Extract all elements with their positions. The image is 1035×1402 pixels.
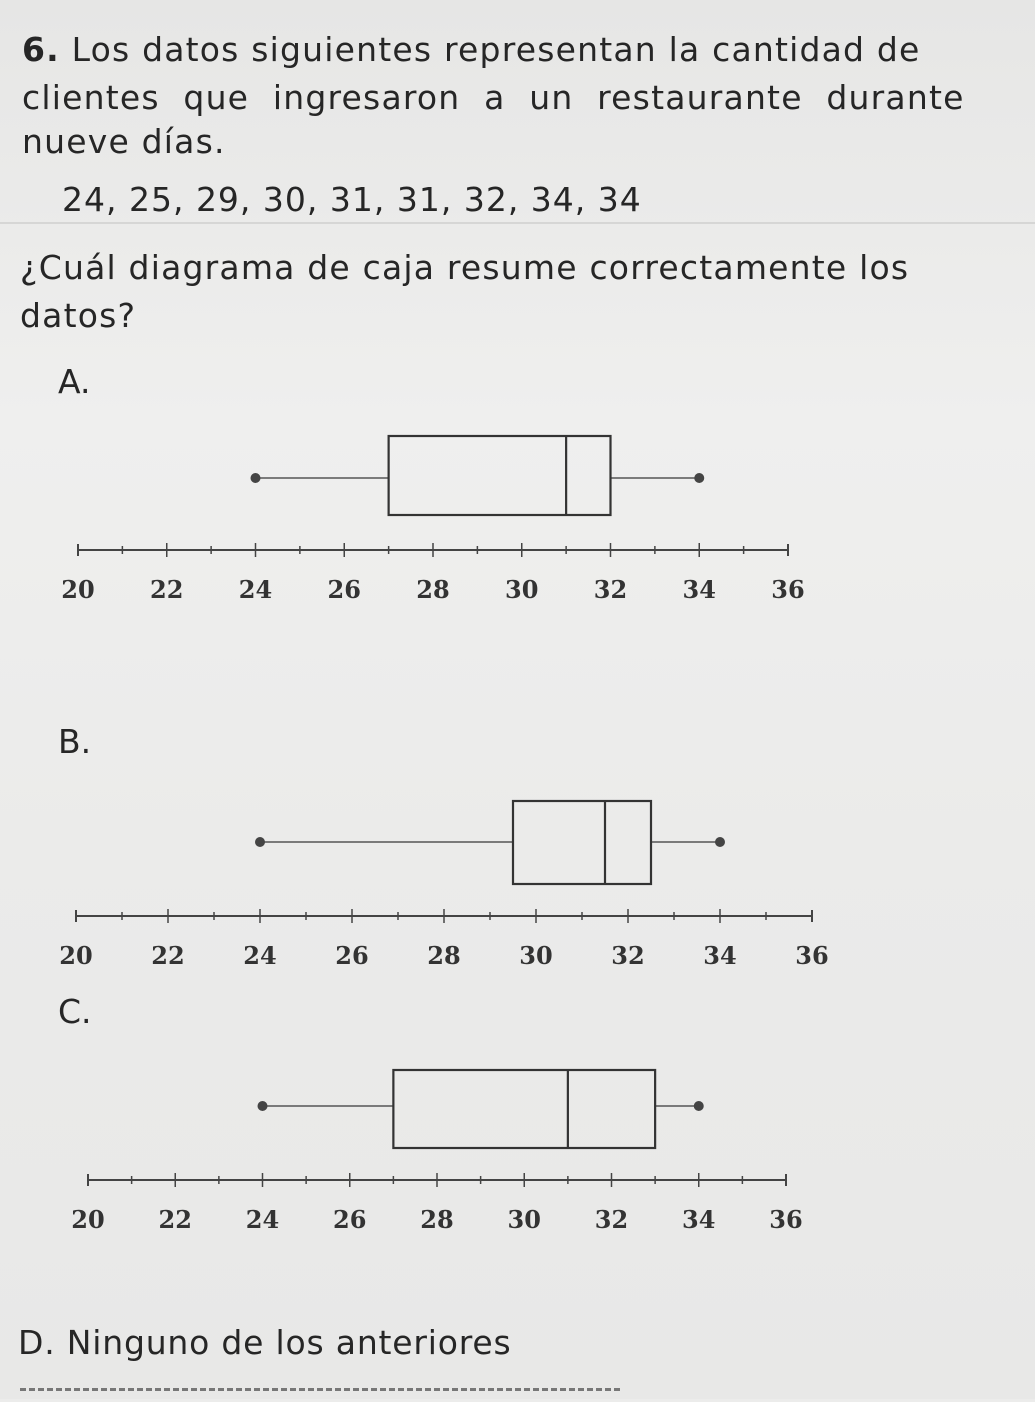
option-a-boxplot <box>0 420 1035 620</box>
next-question-fragment <box>20 1388 620 1402</box>
max-point <box>694 473 704 483</box>
tick-label: 36 <box>771 575 805 604</box>
question-line-3: nueve días. <box>22 122 226 161</box>
tick-label: 30 <box>507 1205 541 1234</box>
question-line-1 <box>22 30 921 69</box>
tick-label: 26 <box>333 1205 367 1234</box>
tick-label: 34 <box>682 575 716 604</box>
option-b-boxplot <box>0 790 1035 980</box>
box <box>513 801 651 884</box>
tick-label: 26 <box>327 575 361 604</box>
tick-label: 26 <box>335 941 369 970</box>
tick-label: 28 <box>420 1205 454 1234</box>
tick-label: 36 <box>769 1205 803 1234</box>
paper-fold <box>0 222 1035 224</box>
tick-label: 30 <box>505 575 539 604</box>
tick-label: 36 <box>795 941 829 970</box>
tick-label: 32 <box>593 575 628 604</box>
min-point <box>258 1101 268 1111</box>
question-line-2: clientes que ingresaron a un restaurante durante <box>22 78 965 117</box>
tick-label: 34 <box>682 1205 716 1234</box>
tick-label: 24 <box>245 1205 280 1234</box>
max-point <box>694 1101 704 1111</box>
option-b-label[interactable]: B. <box>58 722 92 761</box>
tick-label: 34 <box>703 941 737 970</box>
min-point <box>251 473 261 483</box>
tick-label: 20 <box>61 575 95 604</box>
question-number: 6. <box>22 30 60 69</box>
prompt-line-2: datos? <box>20 296 137 335</box>
tick-label: 20 <box>71 1205 105 1234</box>
prompt-line-1: ¿Cuál diagrama de caja resume correctamente los <box>20 248 910 287</box>
option-d[interactable]: D. Ninguno de los anteriores <box>18 1323 512 1362</box>
box <box>389 436 611 515</box>
box <box>393 1070 655 1148</box>
tick-label: 22 <box>151 941 185 970</box>
tick-label: 28 <box>427 941 461 970</box>
max-point <box>715 837 725 847</box>
tick-label: 22 <box>158 1205 192 1234</box>
tick-label: 32 <box>594 1205 629 1234</box>
option-c-label[interactable]: C. <box>58 992 92 1031</box>
tick-label: 22 <box>150 575 184 604</box>
min-point <box>255 837 265 847</box>
option-a-label[interactable]: A. <box>58 362 91 401</box>
tick-label: 24 <box>238 575 273 604</box>
question-text-1: Los datos siguientes representan la cantidad de <box>71 30 921 69</box>
tick-label: 28 <box>416 575 450 604</box>
tick-label: 32 <box>611 941 645 970</box>
tick-label: 20 <box>59 941 93 970</box>
data-values: 24, 25, 29, 30, 31, 31, 32, 34, 34 <box>62 180 642 219</box>
tick-label: 24 <box>243 941 277 970</box>
option-c-boxplot <box>0 1060 1035 1240</box>
tick-label: 30 <box>519 941 553 970</box>
